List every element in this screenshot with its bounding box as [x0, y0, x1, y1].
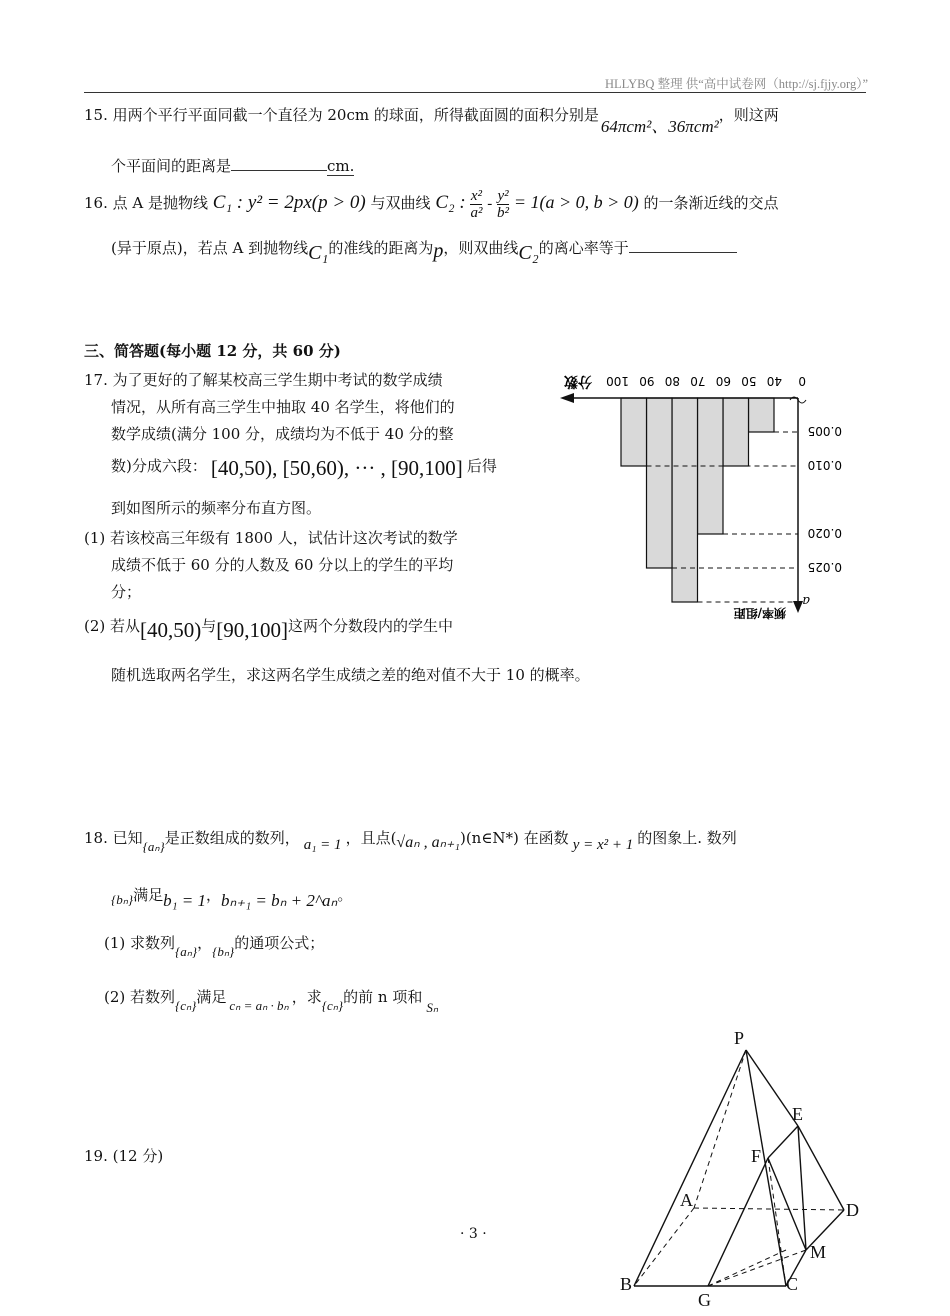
q18-p2-cn: {cₙ} [175, 998, 197, 1013]
q17-int1: [40,50) [140, 618, 202, 642]
q17-p1c: 分； [111, 583, 142, 601]
q18-part1 [104, 928, 324, 959]
q16-p: p [433, 240, 444, 262]
q18-p2d: 的前 n 项和 [343, 988, 423, 1006]
q18-l1c: ，且点( [345, 829, 397, 847]
histogram-bar-1 [749, 398, 775, 432]
q18-p2-definition: cₙ = aₙ · bₙ [229, 998, 289, 1013]
q18-p1a: (1) 求数列 [104, 934, 176, 952]
q15-line1 [84, 100, 779, 136]
q16-line2d: 的离心率等于 [538, 239, 629, 257]
q18-part2 [104, 982, 438, 1013]
q17-l5: 到如图所示的频率分布直方图。 [111, 499, 322, 517]
q16-frac-x: $\frac{\text{x²}}{\text{a²}}$ [470, 187, 483, 221]
y-axis-arrow-icon [793, 601, 803, 613]
y-axis-label: 频率/组距 [733, 606, 786, 620]
x-tick-label-0: 0 [798, 374, 806, 388]
q18-l1b: 是正数组成的数列， [164, 829, 300, 847]
q18-l1d: )(n∈N*) 在函数 [459, 829, 569, 847]
q18-p1-sep: ， [197, 934, 213, 952]
q17-p2a: (2) 若从 [84, 617, 141, 635]
q18-p1-bn: {bₙ} [212, 944, 235, 959]
y-tick-label-a: a [802, 593, 810, 608]
label-F: F [751, 1146, 762, 1166]
section3-title: 三、简答题(每小题 12 分，共 60 分) [84, 342, 341, 360]
x-tick-label-60: 60 [715, 374, 731, 388]
q18-b-recurrence: bₙ₊₁ = bₙ + 2^aₙ [221, 891, 338, 910]
q17-p2b: 这两个分数段内的学生中 [288, 617, 454, 635]
q18-line2 [111, 880, 352, 911]
histogram-bar-4 [672, 398, 698, 602]
edge-EM [798, 1126, 806, 1250]
q16-frac-y: $\frac{\text{y²}}{\text{b²}}$ [497, 187, 510, 221]
q15-line2 [111, 155, 354, 176]
label-E: E [792, 1104, 803, 1124]
x-axis-label: 分数 [564, 373, 592, 389]
q17-p1a: (1) 若该校高三年级有 1800 人，试估计这次考试的数学 [84, 529, 458, 547]
histogram-bar-2 [723, 398, 749, 466]
q18-l2b: ， [205, 886, 221, 904]
q17-l2: 情况，从所有高三学生中抽取 40 名学生，将他们的 [111, 398, 455, 416]
q18-p1-an: {aₙ} [175, 944, 198, 959]
x-tick-label-70: 70 [690, 374, 706, 388]
edge-PA [694, 1050, 746, 1208]
edge-FE [768, 1126, 798, 1158]
q17-int2: [90,100] [216, 618, 289, 642]
label-C: C [786, 1274, 799, 1294]
q16-suffix: 的一条渐近线的交点 [643, 194, 779, 212]
q15-line2-text: 个平面间的距离是 [111, 157, 232, 175]
q16-minus: - [487, 196, 493, 212]
header-rule [84, 92, 866, 93]
q15-areas: 64πcm²、36πcm² [600, 117, 719, 136]
label-M: M [810, 1242, 827, 1262]
q18-l2c: 。 [337, 886, 353, 904]
q19-label: 19. (12 分) [84, 1147, 164, 1165]
edge-FC [768, 1158, 786, 1286]
y-tick-label-1: 0.005 [807, 424, 842, 438]
label-G: G [698, 1290, 711, 1310]
q18-p2c: ，求 [291, 988, 322, 1006]
x-tick-label-50: 50 [741, 374, 757, 388]
x-tick-label-40: 40 [766, 374, 782, 388]
histogram-bar-5 [647, 398, 673, 568]
label-B: B [620, 1274, 633, 1294]
page-number: · 3 · [460, 1226, 487, 1242]
q15-answer-blank[interactable] [231, 170, 327, 171]
q15-tail: ，则这两 [718, 106, 779, 124]
q16-prefix: 16. 点 A 是抛物线 [84, 194, 208, 212]
edge-PC [746, 1050, 786, 1286]
q18-l1a: 18. 已知 [84, 829, 143, 847]
q17-l4 [111, 452, 497, 480]
label-A: A [680, 1190, 693, 1210]
q18-p2-cn2: {cₙ} [321, 998, 344, 1013]
histogram-bar-6 [621, 398, 647, 466]
q18-point: √aₙ , aₙ₊₁ [396, 834, 460, 851]
label-P: P [734, 1028, 745, 1048]
y-tick-label-4: 0.025 [807, 560, 842, 574]
q17-intervals: [40,50), [50,60), ··· , [90,100] [210, 456, 463, 480]
q17-and: 与 [201, 617, 217, 635]
q16-line2a: (异于原点)，若点 A 到抛物线 [111, 239, 309, 257]
edge-AB [634, 1208, 694, 1286]
q18-p2-sn: Sₙ [426, 1000, 439, 1015]
q18-an-set: {aₙ} [142, 839, 165, 854]
q17-l1: 17. 为了更好的了解某校高三学生期中考试的数学成绩 [84, 371, 443, 389]
label-D: D [846, 1200, 859, 1220]
q18-p2a: (2) 若数列 [104, 988, 176, 1006]
q16-hyperbola-name: C₂ : [435, 192, 466, 213]
q16-c2: C₂ [518, 242, 539, 264]
q18-p2b: 满足 [196, 988, 227, 1006]
q16-answer-blank[interactable] [629, 252, 737, 253]
x-tick-label-90: 90 [639, 374, 655, 388]
q17-p2 [84, 612, 454, 642]
q18-b1: b₁ = 1 [163, 891, 206, 910]
frequency-histogram [540, 365, 860, 625]
q16-mid: 与双曲线 [370, 194, 431, 212]
q17-l4b: 后得 [466, 457, 497, 475]
y-tick-label-3: 0.020 [807, 526, 842, 540]
edge-GM-back [708, 1250, 786, 1286]
x-axis-arrow-icon [560, 393, 574, 403]
x-tick-label-100: 100 [606, 374, 629, 388]
q17-p2c: 随机选取两名学生，求这两名学生成绩之差的绝对值不大于 10 的概率。 [111, 666, 590, 684]
q15-text: 15. 用两个平行平面同截一个直径为 20cm 的球面，所得截面圆的面积分别是 [84, 106, 599, 124]
q17-l4a: 数)分成六段： [111, 457, 207, 475]
q16-condition: = 1(a > 0, b > 0) [513, 192, 639, 212]
q16-line2 [111, 236, 737, 264]
q16-line2c: ，则双曲线 [443, 239, 519, 257]
edge-PE [746, 1050, 798, 1126]
q16-line1 [84, 180, 779, 230]
edge-AD [694, 1208, 844, 1210]
edge-PB [634, 1050, 746, 1286]
q18-a1: a₁ = 1 [303, 837, 342, 853]
q16-c1: C₁ [308, 242, 329, 264]
y-tick-label-2: 0.010 [807, 458, 842, 472]
pyramid-figure [600, 1020, 880, 1310]
q17-p1b: 成绩不低于 60 分的人数及 60 分以上的学生的平均 [111, 556, 454, 574]
q16-line2b: 的准线的距离为 [328, 239, 434, 257]
x-tick-label-80: 80 [664, 374, 680, 388]
q18-line1 [84, 820, 737, 860]
page-header: HLLYBQ 整理 供“高中试卷网（http://sj.fjjy.org）” [605, 77, 868, 91]
q17-l3: 数学成绩(满分 100 分，成绩均为不低于 40 分的整 [111, 425, 454, 443]
q15-unit: cm. [327, 157, 355, 175]
q18-l2a: 满足 [133, 886, 164, 904]
q18-bn-set: {bₙ} [111, 892, 134, 907]
q18-p1b: 的通项公式； [234, 934, 325, 952]
q18-function: y = x² + 1 [572, 837, 634, 853]
q16-parabola: C₁ : y² = 2px(p > 0) [212, 192, 366, 213]
q18-l1e: 的图象上. 数列 [637, 829, 737, 847]
edge-ED [798, 1126, 844, 1210]
